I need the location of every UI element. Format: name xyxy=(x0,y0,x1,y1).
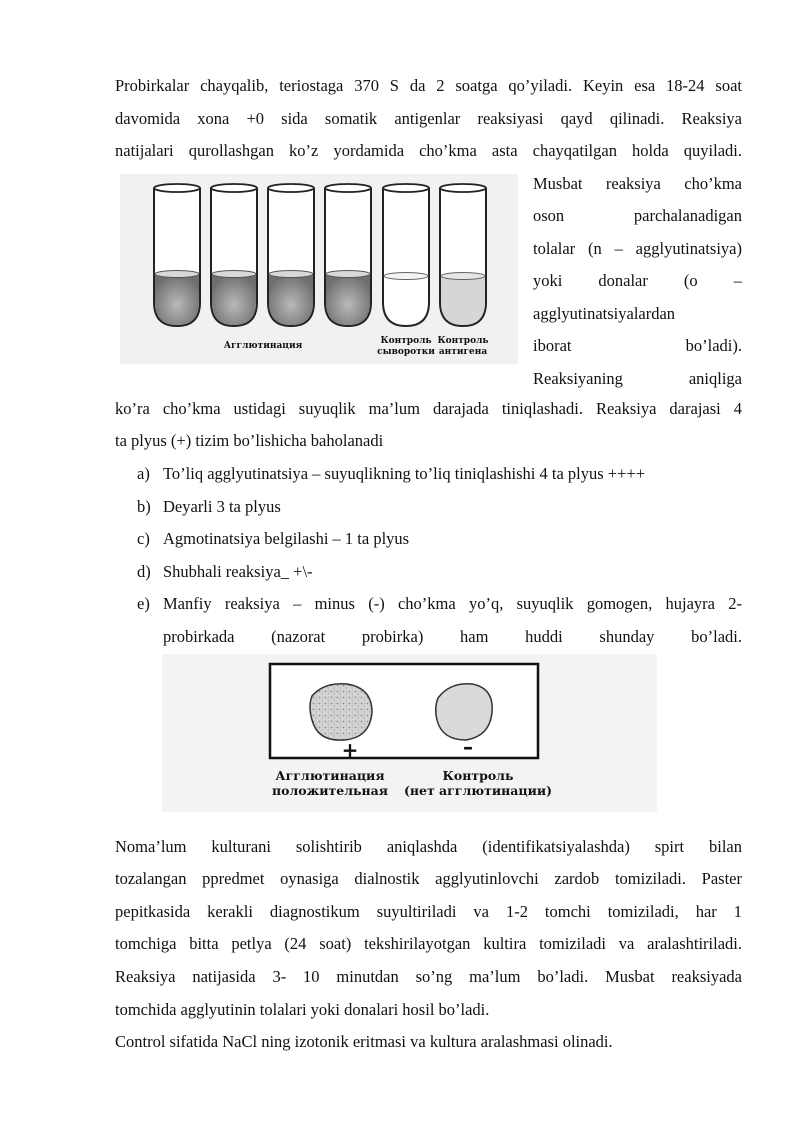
list-item xyxy=(137,491,742,524)
text-line: Reaksiyaning aniqliga xyxy=(533,368,742,388)
figure-1-section xyxy=(115,168,742,393)
list-item-text: Shubhali reaksiya_ +\- xyxy=(163,561,313,581)
paragraph-3 xyxy=(115,831,742,1059)
text-line: oson parchalanadigan xyxy=(533,206,742,226)
negative-label-1: Контроль xyxy=(442,767,514,783)
antigen-control-label-1: Контроль xyxy=(437,335,489,346)
text-line: agglyutinatsiyalardan xyxy=(533,303,676,323)
list-marker: d) xyxy=(137,561,151,581)
text-line: tomchida agglyutinin tolalari yoki donalari hosil bo’ladi. xyxy=(115,999,490,1019)
text-line: Control sifatida NaCl ning izotonik eritmasi va kultura aralashmasi olinadi. xyxy=(115,1032,613,1052)
text-line: natijalari qurollashgan ko’z yordamida cho’kma asta chayqatilgan holda quyiladi. xyxy=(115,141,742,161)
text-line: tozalangan ppredmet oynasiga dialnostik agglyutinlovchi zardob tomiziladi. Paster xyxy=(115,869,742,889)
side-text xyxy=(533,168,742,396)
test-tubes-figure xyxy=(120,174,518,364)
list-item xyxy=(137,556,742,589)
list-item-text: To’liq agglyutinatsiya – suyuqlikning to’liq tiniqlashishi 4 ta plyus ++++ xyxy=(163,463,646,483)
document-page xyxy=(115,70,742,1059)
text-line: Probirkalar chayqalib, teriostaga 370 S da 2 soatga qo’yiladi. Keyin esa 18-24 soat xyxy=(115,76,742,95)
list-marker: c) xyxy=(137,529,150,549)
figure-2-section xyxy=(115,654,742,819)
agglutination-label: Агглютинация xyxy=(223,340,303,351)
serum-control-label-2: сыворотки xyxy=(377,346,435,357)
serum-control-label-1: Контроль xyxy=(380,335,432,346)
text-line: yoki donalar (o – xyxy=(533,271,742,291)
positive-label-2: положительная xyxy=(271,782,389,798)
test-tube-3 xyxy=(268,184,314,326)
grading-list xyxy=(137,458,742,654)
test-tube-1 xyxy=(154,184,200,326)
text-line: tolalar (n – agglyutinatsiya) xyxy=(533,238,742,258)
text-line: ta plyus (+) tizim bo’lishicha baholanadi xyxy=(115,431,384,451)
list-item xyxy=(137,523,742,556)
test-tube-serum-control xyxy=(383,184,429,326)
negative-label-2: (нет агглютинации) xyxy=(403,782,553,798)
paragraph-1 xyxy=(115,70,742,168)
text-line: iborat bo’ladi). xyxy=(533,336,742,356)
positive-drop xyxy=(310,683,372,739)
antigen-control-label-2: антигена xyxy=(438,346,488,357)
minus-sign: – xyxy=(463,734,473,759)
negative-drop xyxy=(436,683,492,739)
positive-label-1: Агглютинация xyxy=(275,767,385,783)
text-line: Noma’lum kulturani solishtirib aniqlashda (identifikatsiyalashda) spirt bilan xyxy=(115,836,742,856)
text-line: Reaksiya natijasida 3- 10 minutdan so’ng ma’lum bo’ladi. Musbat reaksiyada xyxy=(115,966,742,986)
test-tube-antigen-control xyxy=(440,184,486,326)
text-line: Musbat reaksiya cho’kma xyxy=(533,173,742,193)
list-item-text: Manfiy reaksiya – minus (-) cho’kma yo’q, suyuqlik gomogen, hujayra 2- xyxy=(163,594,742,614)
text-line: pepitkasida kerakli diagnostikum suyultiriladi va 1-2 tomchi tomiziladi, har 1 xyxy=(115,901,742,921)
list-marker: e) xyxy=(137,594,150,614)
slide-agglutination-figure xyxy=(162,654,657,812)
text-line: davomida xona +0 sida somatik antigenlar reaksiyasi qayd qilinadi. Reaksiya xyxy=(115,108,742,128)
list-marker: b) xyxy=(137,496,151,516)
paragraph-2 xyxy=(115,393,742,458)
list-item-text: Deyarli 3 ta plyus xyxy=(163,496,281,516)
text-line: ko’ra cho’kma ustidagi suyuqlik ma’lum darajada tiniqlashadi. Reaksiya darajasi 4 xyxy=(115,398,742,418)
list-continuation: probirkada (nazorat probirka) ham huddi shunday bo’ladi. xyxy=(163,626,742,646)
list-item-text: Agmotinatsiya belgilashi – 1 ta plyus xyxy=(163,529,410,549)
plus-sign: + xyxy=(341,737,359,762)
test-tube-2 xyxy=(211,184,257,326)
test-tube-4 xyxy=(325,184,371,326)
list-item xyxy=(137,458,742,491)
list-item xyxy=(137,588,742,621)
text-line: tomchiga bitta petlya (24 soat) tekshirilayotgan kultira tomiziladi va aralashtiriladi. xyxy=(115,934,742,954)
list-marker: a) xyxy=(137,463,150,483)
